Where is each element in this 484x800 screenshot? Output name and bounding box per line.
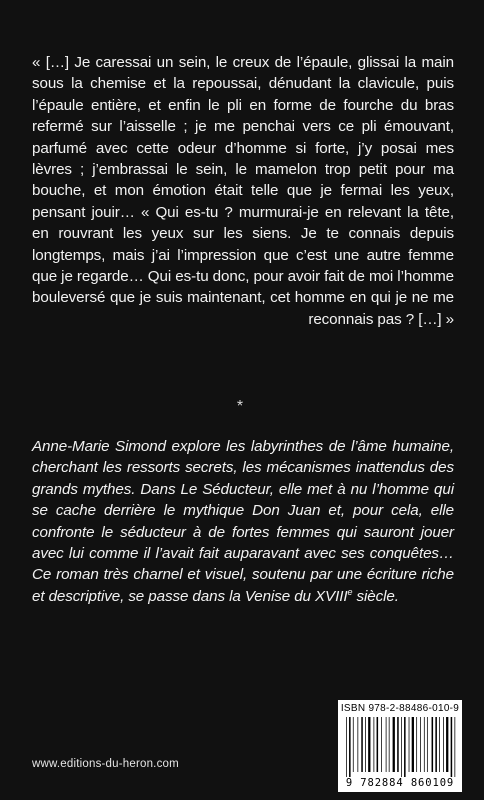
barcode-bar <box>353 717 354 772</box>
barcode-bar <box>374 717 375 772</box>
barcode-bar <box>346 717 347 777</box>
barcode-bar <box>420 717 421 772</box>
section-separator: * <box>236 398 244 415</box>
barcode-bar <box>443 717 444 772</box>
barcode-bar <box>451 717 453 777</box>
barcode-bar <box>412 717 414 772</box>
book-blurb <box>32 436 454 607</box>
barcode-bar <box>435 717 437 772</box>
barcode-bar <box>349 717 351 777</box>
barcode-bar <box>397 717 399 772</box>
barcode-bar <box>357 717 358 772</box>
publisher-website: www.editions-du-heron.com <box>32 758 179 770</box>
barcode-bar <box>381 717 382 772</box>
barcode-icon <box>346 717 456 777</box>
barcode-bar <box>389 717 390 772</box>
barcode-bar <box>432 717 434 772</box>
barcode-bar <box>427 717 428 772</box>
blurb-end-text: siècle. <box>352 587 399 605</box>
barcode-bar <box>404 717 406 777</box>
barcode-bar <box>401 717 402 777</box>
isbn-barcode-block <box>338 700 462 792</box>
barcode-bar <box>393 717 395 772</box>
century-superscript: e <box>347 586 353 597</box>
barcode-bar <box>439 717 440 772</box>
ean-digits: 9 782884 860109 <box>345 777 455 789</box>
barcode-bar <box>368 717 370 772</box>
barcode-bar <box>424 717 425 772</box>
barcode-bar <box>446 717 448 772</box>
barcode-bar <box>365 717 366 772</box>
blurb-main-text: Anne-Marie Simond explore les labyrinthes de l’âme humaine, cherchant les ressorts secrets, les mécanismes inattendus des grands mythes. Dans Le Séducteur, elle met à nu l’homme qui se cache derrière le mythique Don Juan et, pour cela, elle confronte le séducteur à de fortes femmes qui sauront jouer avec lui comme il l’avait fait auparavant avec ses conquêtes… Ce roman très charnel et visuel, soutenu par une écriture riche et descriptive, se passe dans la Venise du XVIII <box>32 438 454 605</box>
barcode-bar <box>454 717 455 777</box>
barcode-bar <box>361 717 363 772</box>
barcode-bar <box>409 717 410 772</box>
barcode-bar <box>416 717 417 772</box>
barcode-bar <box>377 717 379 772</box>
isbn-label: ISBN 978-2-88486-010-9 <box>340 703 460 714</box>
excerpt-quote: « […] Je caressai un sein, le creux de l’épaule, glissai la main sous la chemise et la repoussai, dénudant la clavicule, puis l’épaule entière, et enfin le pli en forme de fourche du bras refermé sur l’aisselle ; je me penchai vers ce pli émouvant, parfumé avec cette odeur d’homme si forte, j’y posai mes lèvres ; j’embrassai le sein, le mamelon trop petit pour ma bouche, et mon émotion était telle que je fermai les yeux, pensant jouir… « Qui es-tu ? murmurai-je en relevant la tête, en rouvrant les yeux sur les siens. Je te connais depuis longtemps, mais j’ai l’impression que c’est une autre femme que je regarde… Qui es-tu donc, pour avoir fait de moi l’homme bouleversé que je suis maintenant, cet homme en qui je ne me reconnais pas ? […] » <box>32 54 454 328</box>
barcode-bar <box>386 717 387 772</box>
